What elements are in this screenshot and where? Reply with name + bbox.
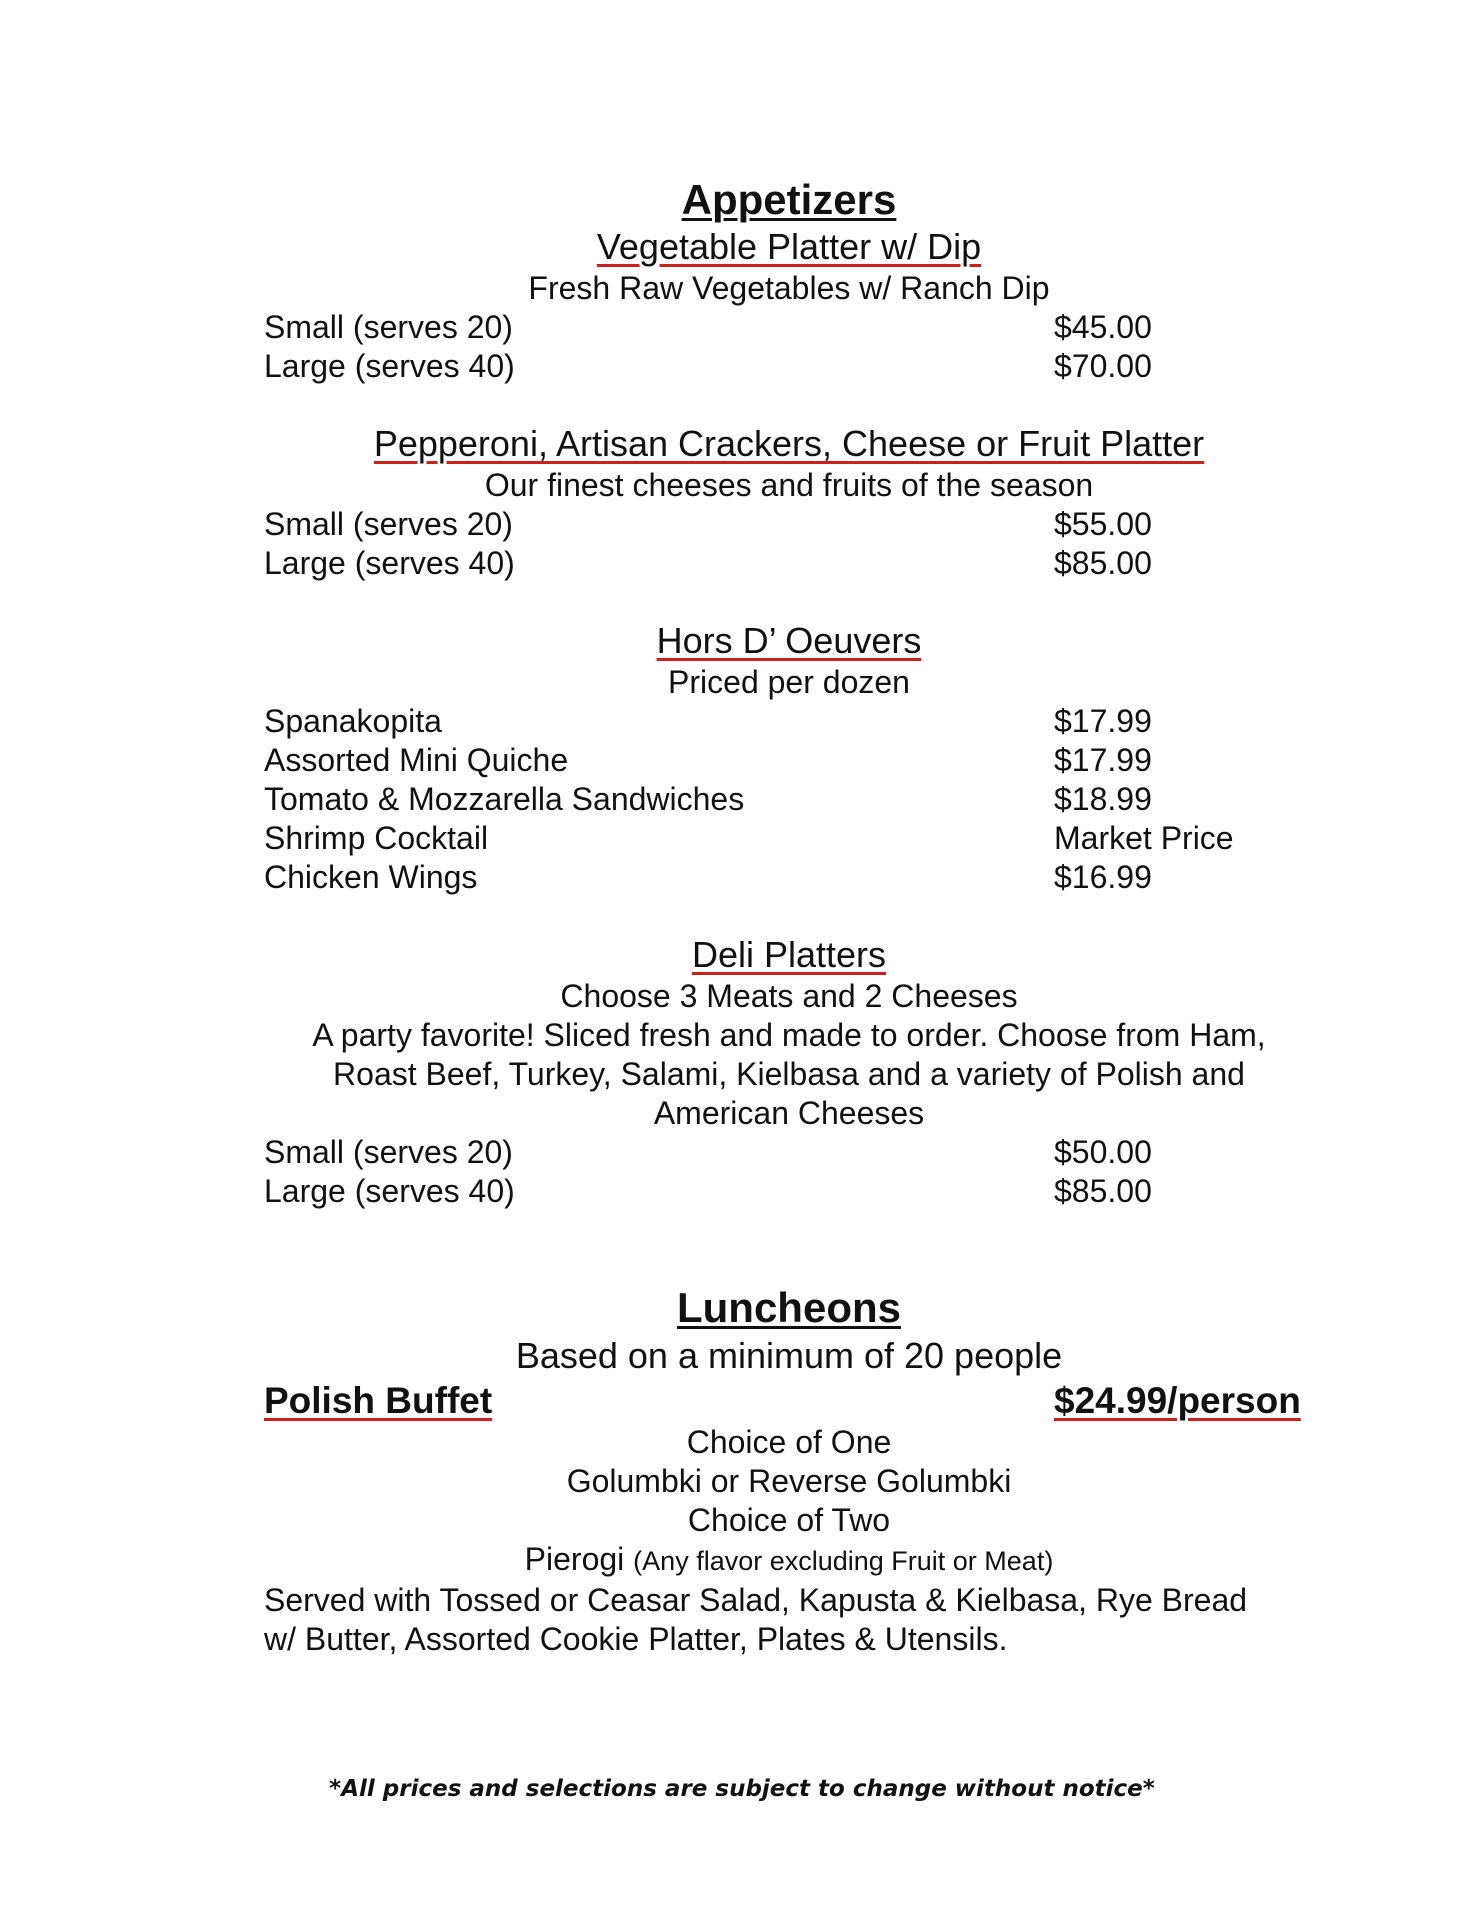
polish-buffet-price: $24.99/person [1054,1380,1301,1421]
item-price: $85.00 [1054,1173,1152,1209]
served-with-line: w/ Butter, Assorted Cookie Platter, Plates & Utensils. [264,1621,1008,1657]
choice-two-note: (Any flavor excluding Fruit or Meat) [633,1546,1054,1576]
item-price: $18.99 [1054,781,1152,817]
price-row [264,1133,1314,1172]
choice-two-label: Choice of Two [687,1502,891,1538]
item-label: Large (serves 40) [264,348,515,384]
item-price: $45.00 [1054,309,1152,345]
polish-buffet-row [264,1379,1314,1423]
deli-platters-title: Deli Platters [691,934,887,975]
item-label: Large (serves 40) [264,1173,515,1209]
item-price: $17.99 [1054,703,1152,739]
item-label: Large (serves 40) [264,545,515,581]
item-label: Small (serves 20) [264,309,513,345]
deli-platters-detail-line: American Cheeses [653,1095,925,1131]
item-price: $70.00 [1054,348,1152,384]
polish-buffet-name: Polish Buffet [264,1380,493,1421]
hors-doeuvers-description: Priced per dozen [668,664,910,700]
price-row [264,347,1314,386]
served-with-line: Served with Tossed or Ceasar Salad, Kapusta & Kielbasa, Rye Bread [264,1582,1248,1618]
item-price: $50.00 [1054,1134,1152,1170]
cheese-platter-title: Pepperoni, Artisan Crackers, Cheese or Fruit Platter [373,423,1205,464]
item-label: Shrimp Cocktail [264,820,489,856]
item-price: Market Price [1054,820,1234,856]
price-row [264,702,1314,741]
luncheons-heading: Luncheons [676,1284,901,1331]
price-row [264,819,1314,858]
spacer [264,583,1314,619]
price-row [264,308,1314,347]
choice-two-item: Pierogi [524,1541,625,1577]
item-label: Chicken Wings [264,859,478,895]
item-price: $85.00 [1054,545,1152,581]
item-label: Tomato & Mozzarella Sandwiches [264,781,745,817]
hors-doeuvers-title: Hors D’ Oeuvers [656,620,922,661]
item-price: $55.00 [1054,506,1152,542]
deli-platters-detail-line: A party favorite! Sliced fresh and made to order. Choose from Ham, [312,1017,1266,1053]
choice-two-line [264,1540,1314,1581]
spacer [264,386,1314,422]
deli-platters-description: Choose 3 Meats and 2 Cheeses [560,978,1018,1014]
item-label: Small (serves 20) [264,1134,513,1170]
item-label: Spanakopita [264,703,442,739]
deli-platters-detail-line: Roast Beef, Turkey, Salami, Kielbasa and a variety of Polish and [333,1056,1245,1092]
item-price: $16.99 [1054,859,1152,895]
choice-one-options: Golumbki or Reverse Golumbki [566,1463,1012,1499]
spacer [264,1211,1314,1283]
item-label: Assorted Mini Quiche [264,742,569,778]
choice-one-label: Choice of One [686,1424,892,1460]
luncheons-subtitle: Based on a minimum of 20 people [515,1335,1063,1376]
price-row [264,505,1314,544]
cheese-platter-description: Our finest cheeses and fruits of the season [484,467,1094,503]
vegetable-platter-description: Fresh Raw Vegetables w/ Ranch Dip [528,270,1050,306]
item-price: $17.99 [1054,742,1152,778]
appetizers-heading: Appetizers [681,176,897,223]
price-row [264,780,1314,819]
vegetable-platter-title: Vegetable Platter w/ Dip [596,226,982,267]
price-row [264,858,1314,897]
price-row [264,1172,1314,1211]
spacer [264,897,1314,933]
menu-content [264,175,1314,1659]
item-label: Small (serves 20) [264,506,513,542]
price-row [264,741,1314,780]
price-disclaimer: *All prices and selections are subject to change without notice* [329,1776,1155,1802]
price-row [264,544,1314,583]
